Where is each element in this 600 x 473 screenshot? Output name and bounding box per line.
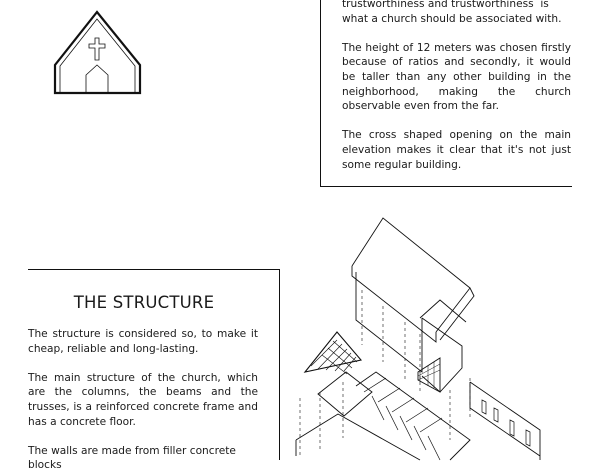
structure-heading: THE STRUCTURE bbox=[73, 293, 215, 312]
top-paragraph-1-line2: what a church should be associated with. bbox=[342, 12, 562, 25]
top-paragraph-3: The cross shaped opening on the main elevation makes it clear that it's not just some regular building. bbox=[342, 129, 571, 171]
top-paragraph-2: The height of 12 meters was chosen firstly because of ratios and secondly, it would be taller than any other building in the neighborhood, making the church observable even from the far. bbox=[342, 41, 571, 113]
structure-paragraph-3-line1: The walls are made from filler concrete bbox=[28, 444, 236, 457]
structure-paragraph-2: The main structure of the church, which are the columns, the beams and the trusses, is a reinforced concrete frame and has a concrete floor. bbox=[28, 371, 258, 428]
structure-paragraph-1: The structure is considered so, to make it cheap, reliable and long-lasting. bbox=[28, 328, 258, 355]
top-paragraph-1-line1: trustworthiness and trustworthiness is bbox=[342, 0, 549, 10]
structure-paragraph-3-line2: blocks bbox=[28, 459, 62, 472]
